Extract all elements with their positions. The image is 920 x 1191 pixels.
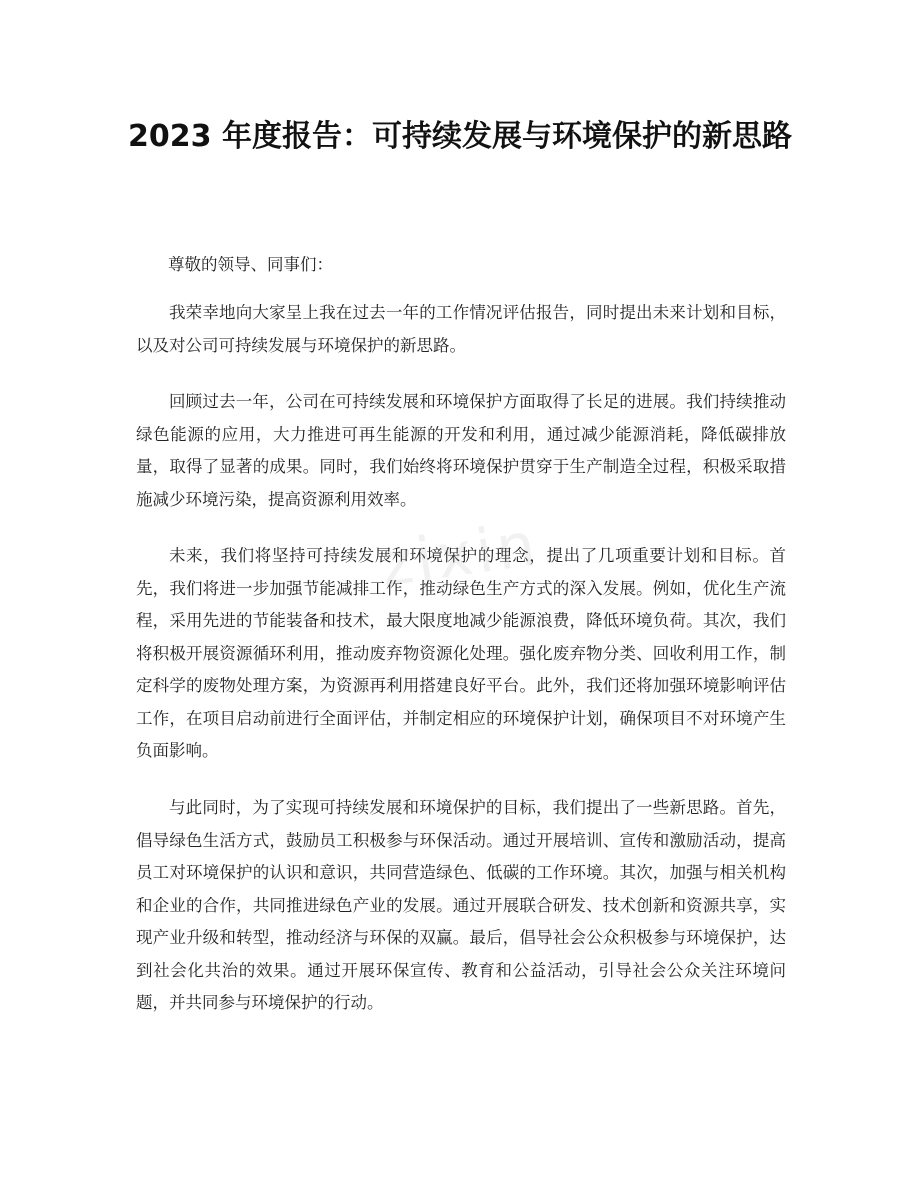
paragraph-future-plans: 未来，我们将坚持可持续发展和环境保护的理念，提出了几项重要计划和目标。首先，我们将进一步加强节能减排工作，推动绿色生产方式的深入发展。例如，优化生产流程，采用先进的节能装备和技术，最大限度地减少能源浪费，降低环境负荷。其次，我们将积极开展资源循环利用，推动废弃物资源化处理。强化废弃物分类、回收利用工作，制定科学的废物处理方案，为资源再利用搭建良好平台。此外，我们还将加强环境影响评估工作，在项目启动前进行全面评估，并制定相应的环境保护计划，确保项目不对环境产生负面影响。 xyxy=(136,546,786,760)
document-title: 2023 年度报告：可持续发展与环境保护的新思路 xyxy=(128,119,792,154)
paragraph-review: 回顾过去一年，公司在可持续发展和环境保护方面取得了长足的进展。我们持续推动绿色能源的应用，大力推进可再生能源的开发和利用，通过减少能源消耗，降低碳排放量，取得了显著的成果。同时，我们始终将环境保护贯穿于生产制造全过程，积极采取措施减少环境污染，提高资源利用效率。 xyxy=(136,392,786,509)
paragraph-new-ideas: 与此同时，为了实现可持续发展和环境保护的目标，我们提出了一些新思路。首先，倡导绿色生活方式，鼓励员工积极参与环保活动。通过开展培训、宣传和激励活动，提高员工对环境保护的认识和意识，共同营造绿色、低碳的工作环境。其次，加强与相关机构和企业的合作，共同推进绿色产业的发展。通过开展联合研发、技术创新和资源共享，实现产业升级和转型，推动经济与环保的双赢。最后，倡导社会公众积极参与环境保护，达到社会化共治的效果。通过开展环保宣传、教育和公益活动，引导社会公众关注环境问题，并共同参与环境保护的行动。 xyxy=(136,798,786,1012)
salutation: 尊敬的领导、同事们： xyxy=(168,255,333,274)
paragraph-intro: 我荣幸地向大家呈上我在过去一年的工作情况评估报告，同时提出未来计划和目标，以及对公司可持续发展与环境保护的新思路。 xyxy=(136,303,786,355)
watermark: zixin xyxy=(376,509,544,601)
